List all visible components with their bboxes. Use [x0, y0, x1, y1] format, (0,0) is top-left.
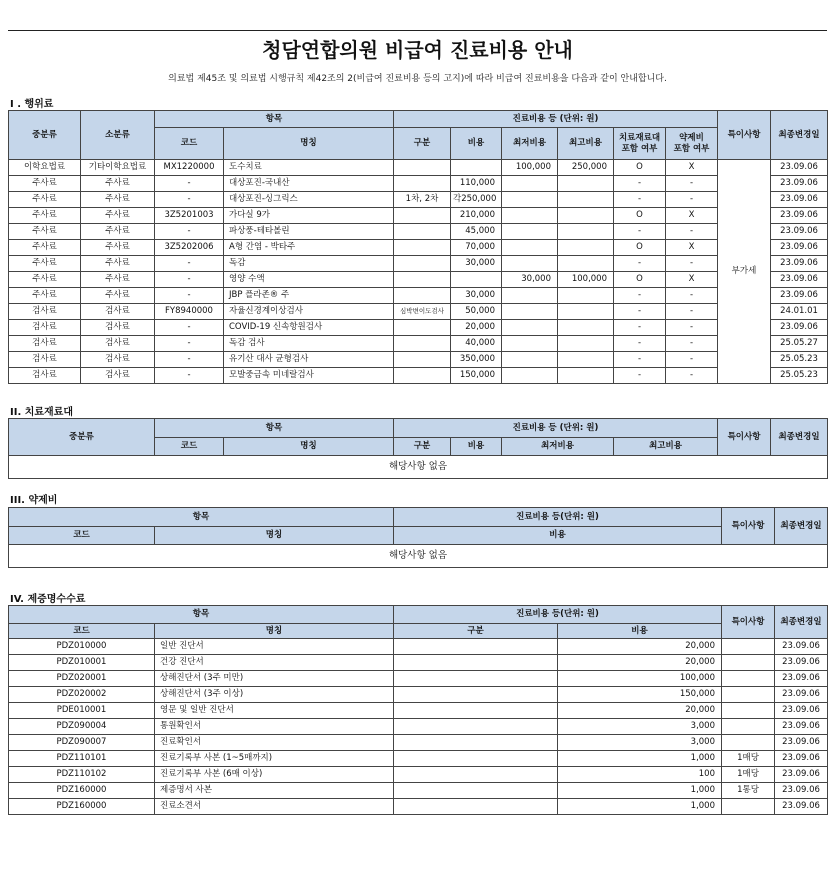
- cell-min-cost: [502, 320, 558, 336]
- cell-kind: [394, 671, 558, 687]
- cell-name: 영양 수액: [224, 272, 394, 288]
- table-row: [9, 272, 828, 288]
- cell-drug-included: -: [666, 352, 718, 368]
- table-row: [9, 208, 828, 224]
- cell-last-changed: 23.09.06: [771, 208, 828, 224]
- col-cost: 비용: [451, 128, 502, 160]
- table-row: [9, 352, 828, 368]
- cell-code: PDZ010000: [9, 639, 155, 655]
- cell-special-note: 부가세: [718, 160, 771, 384]
- col-code: 코드: [9, 624, 155, 639]
- cell-last-changed: 23.09.06: [771, 224, 828, 240]
- cell-minor: 주사료: [81, 192, 155, 208]
- cell-material-included: -: [614, 176, 666, 192]
- col-major: 중분류: [9, 419, 155, 456]
- cell-cost: 1,000: [558, 799, 722, 815]
- cell-last-changed: 23.09.06: [775, 735, 828, 751]
- col-last-changed: 최종변경일: [775, 508, 828, 545]
- table-row: [9, 687, 828, 703]
- cell-name: 진료확인서: [155, 735, 394, 751]
- cell-cost: 30,000: [451, 288, 502, 304]
- cell-drug-included: X: [666, 160, 718, 176]
- cell-drug-included: -: [666, 368, 718, 384]
- col-last-changed: 최종변경일: [775, 606, 828, 639]
- cell-name: 영문 및 일반 진단서: [155, 703, 394, 719]
- cell-special: [722, 719, 775, 735]
- cell-min-cost: [502, 192, 558, 208]
- col-cost: 비용: [451, 438, 502, 456]
- no-data-notice: 해당사항 없음: [9, 456, 828, 479]
- cell-drug-included: -: [666, 224, 718, 240]
- col-cost: 비용: [558, 624, 722, 639]
- col-kind: 구분: [394, 128, 451, 160]
- cell-major: 주사료: [9, 256, 81, 272]
- col-item: 항목: [9, 606, 394, 624]
- table-row: [9, 224, 828, 240]
- cell-code: PDE010001: [9, 703, 155, 719]
- cell-min-cost: 100,000: [502, 160, 558, 176]
- cell-cost: 20,000: [451, 320, 502, 336]
- cell-minor: 검사료: [81, 336, 155, 352]
- cell-min-cost: [502, 224, 558, 240]
- col-code: 코드: [155, 128, 224, 160]
- cell-name: 건강 진단서: [155, 655, 394, 671]
- table-row: [9, 288, 828, 304]
- page-title: 청담연합의원 비급여 진료비용 안내: [262, 38, 573, 62]
- col-cost: 비용: [394, 527, 722, 545]
- cell-code: PDZ110102: [9, 767, 155, 783]
- cell-name: 통원확인서: [155, 719, 394, 735]
- table-row: [9, 176, 828, 192]
- cell-drug-included: -: [666, 320, 718, 336]
- cell-kind: [394, 240, 451, 256]
- cell-kind: 심박변이도검사: [394, 304, 451, 320]
- cell-code: -: [155, 288, 224, 304]
- cell-code: -: [155, 320, 224, 336]
- certificate-fees-table: [8, 605, 828, 815]
- cell-cost: 150,000: [451, 368, 502, 384]
- col-item: 항목: [155, 419, 394, 438]
- cell-kind: [394, 288, 451, 304]
- cell-last-changed: 23.09.06: [771, 160, 828, 176]
- cell-major: 주사료: [9, 272, 81, 288]
- table-row: [9, 320, 828, 336]
- table-row: [9, 256, 828, 272]
- cell-cost: 70,000: [451, 240, 502, 256]
- cell-special: [722, 799, 775, 815]
- col-special: 특이사항: [722, 508, 775, 545]
- col-name: 명칭: [155, 624, 394, 639]
- cell-kind: [394, 320, 451, 336]
- cell-drug-included: -: [666, 192, 718, 208]
- cell-last-changed: 24.01.01: [771, 304, 828, 320]
- cell-special: [722, 703, 775, 719]
- cell-cost: 1,000: [558, 751, 722, 767]
- cell-cost: 100,000: [558, 671, 722, 687]
- cell-name: 상해진단서 (3주 미만): [155, 671, 394, 687]
- cell-kind: [394, 767, 558, 783]
- cell-material-included: -: [614, 336, 666, 352]
- cell-drug-included: X: [666, 272, 718, 288]
- col-item: 항목: [9, 508, 394, 527]
- cell-cost: [451, 272, 502, 288]
- cell-drug-included: -: [666, 336, 718, 352]
- cell-material-included: -: [614, 352, 666, 368]
- cell-min-cost: [502, 256, 558, 272]
- section-title-certificate-fees: IV. 제증명수수료: [10, 594, 86, 605]
- table-row: [9, 160, 828, 176]
- col-drug-included: 약제비 포함 여부: [666, 128, 718, 160]
- cell-code: -: [155, 336, 224, 352]
- cell-max-cost: [558, 240, 614, 256]
- cell-major: 주사료: [9, 224, 81, 240]
- col-code: 코드: [155, 438, 224, 456]
- col-name: 명칭: [224, 438, 394, 456]
- cell-kind: [394, 719, 558, 735]
- cell-kind: [394, 687, 558, 703]
- cell-name: 대상포진-국내산: [224, 176, 394, 192]
- cell-kind: [394, 368, 451, 384]
- cell-drug-included: X: [666, 240, 718, 256]
- cell-max-cost: [558, 320, 614, 336]
- cell-name: 파상풍-테타볼린: [224, 224, 394, 240]
- cell-minor: 주사료: [81, 272, 155, 288]
- cell-special: [722, 655, 775, 671]
- cell-major: 검사료: [9, 336, 81, 352]
- cell-cost: 150,000: [558, 687, 722, 703]
- col-cost-group: 진료비용 등(단위: 원): [394, 606, 722, 624]
- col-special: 특이사항: [722, 606, 775, 639]
- col-name: 명칭: [155, 527, 394, 545]
- cell-code: -: [155, 224, 224, 240]
- cell-special: 1통당: [722, 783, 775, 799]
- cell-last-changed: 23.09.06: [775, 767, 828, 783]
- col-kind: 구분: [394, 438, 451, 456]
- cell-name: 독감 검사: [224, 336, 394, 352]
- cell-name: COVID-19 신속항원검사: [224, 320, 394, 336]
- cell-cost: 210,000: [451, 208, 502, 224]
- cell-last-changed: 23.09.06: [775, 751, 828, 767]
- section-title-materials: II. 치료재료대: [10, 407, 74, 418]
- cell-max-cost: [558, 176, 614, 192]
- table-row: [9, 671, 828, 687]
- table-row: [9, 336, 828, 352]
- cell-cost: [451, 160, 502, 176]
- table-row: [9, 735, 828, 751]
- cell-special: 1매당: [722, 751, 775, 767]
- col-min-cost: 최저비용: [502, 438, 614, 456]
- cell-special: 1매당: [722, 767, 775, 783]
- col-last-changed: 최종변경일: [771, 111, 828, 160]
- cell-max-cost: 250,000: [558, 160, 614, 176]
- section-title-procedure-fees: I . 행위료: [10, 99, 54, 110]
- cell-kind: [394, 783, 558, 799]
- cell-last-changed: 23.09.06: [771, 256, 828, 272]
- cell-code: -: [155, 352, 224, 368]
- cell-kind: [394, 272, 451, 288]
- cell-minor: 주사료: [81, 176, 155, 192]
- cell-kind: [394, 639, 558, 655]
- cell-major: 검사료: [9, 352, 81, 368]
- cell-name: 진료소견서: [155, 799, 394, 815]
- col-major: 중분류: [9, 111, 81, 160]
- cell-max-cost: [558, 256, 614, 272]
- cell-last-changed: 25.05.23: [771, 368, 828, 384]
- page-subtitle: 의료법 제45조 및 의료법 시행규칙 제42조의 2(비급여 진료비용 등의 고지)에 따라 비급여 진료비용을 다음과 같이 안내합니다.: [168, 74, 667, 84]
- cell-name: 가다실 9가: [224, 208, 394, 224]
- cell-kind: [394, 160, 451, 176]
- table-row: [9, 639, 828, 655]
- cell-last-changed: 23.09.06: [771, 320, 828, 336]
- col-max-cost: 최고비용: [614, 438, 718, 456]
- cell-major: 주사료: [9, 192, 81, 208]
- cell-last-changed: 23.09.06: [771, 288, 828, 304]
- cell-name: 독감: [224, 256, 394, 272]
- cell-code: PDZ090004: [9, 719, 155, 735]
- section-title-drugs: III. 약제비: [10, 495, 58, 506]
- cell-special: [722, 735, 775, 751]
- table-row: [9, 368, 828, 384]
- cell-cost: 100: [558, 767, 722, 783]
- cell-last-changed: 23.09.06: [775, 671, 828, 687]
- col-minor: 소분류: [81, 111, 155, 160]
- cell-min-cost: 30,000: [502, 272, 558, 288]
- col-name: 명칭: [224, 128, 394, 160]
- cell-major: 검사료: [9, 304, 81, 320]
- cell-max-cost: [558, 304, 614, 320]
- cell-code: PDZ020001: [9, 671, 155, 687]
- cell-material-included: -: [614, 224, 666, 240]
- col-special: 특이사항: [718, 111, 771, 160]
- cell-last-changed: 23.09.06: [775, 687, 828, 703]
- cell-minor: 주사료: [81, 208, 155, 224]
- cell-kind: 1차, 2차: [394, 192, 451, 208]
- col-material-included: 치료재료대 포함 여부: [614, 128, 666, 160]
- cell-special: [722, 639, 775, 655]
- col-cost-group: 진료비용 등 (단위: 원): [394, 419, 718, 438]
- cell-cost: 30,000: [451, 256, 502, 272]
- cell-last-changed: 23.09.06: [771, 176, 828, 192]
- col-item: 항목: [155, 111, 394, 128]
- procedure-fees-table: [8, 110, 828, 384]
- cell-last-changed: 23.09.06: [775, 799, 828, 815]
- col-code: 코드: [9, 527, 155, 545]
- materials-table: [8, 418, 828, 479]
- cell-kind: [394, 735, 558, 751]
- table-row: [9, 703, 828, 719]
- cell-min-cost: [502, 336, 558, 352]
- table-row: [9, 655, 828, 671]
- cell-kind: [394, 224, 451, 240]
- cell-cost: 각250,000: [451, 192, 502, 208]
- cell-name: 모발중금속 미네랄검사: [224, 368, 394, 384]
- top-divider: [8, 30, 827, 31]
- cell-special: [722, 687, 775, 703]
- cell-last-changed: 23.09.06: [775, 703, 828, 719]
- cell-cost: 110,000: [451, 176, 502, 192]
- cell-last-changed: 23.09.06: [771, 192, 828, 208]
- cell-cost: 20,000: [558, 655, 722, 671]
- cell-min-cost: [502, 288, 558, 304]
- cell-last-changed: 23.09.06: [775, 783, 828, 799]
- cell-minor: 기타이학요법료: [81, 160, 155, 176]
- cell-min-cost: [502, 368, 558, 384]
- cell-special: [722, 671, 775, 687]
- cell-code: -: [155, 176, 224, 192]
- cell-name: A형 간염 - 박타주: [224, 240, 394, 256]
- cell-code: PDZ110101: [9, 751, 155, 767]
- cell-code: PDZ020002: [9, 687, 155, 703]
- cell-name: 진료기록부 사본 (6매 이상): [155, 767, 394, 783]
- cell-drug-included: -: [666, 304, 718, 320]
- cell-max-cost: [558, 368, 614, 384]
- cell-last-changed: 23.09.06: [775, 719, 828, 735]
- cell-material-included: -: [614, 192, 666, 208]
- cell-code: MX1220000: [155, 160, 224, 176]
- cell-drug-included: X: [666, 208, 718, 224]
- cell-major: 검사료: [9, 320, 81, 336]
- cell-code: PDZ010001: [9, 655, 155, 671]
- cell-kind: [394, 208, 451, 224]
- cell-cost: 20,000: [558, 703, 722, 719]
- cell-cost: 40,000: [451, 336, 502, 352]
- cell-cost: 20,000: [558, 639, 722, 655]
- cell-cost: 45,000: [451, 224, 502, 240]
- cell-kind: [394, 176, 451, 192]
- table-row: [9, 240, 828, 256]
- drugs-table: [8, 507, 828, 568]
- cell-kind: [394, 703, 558, 719]
- cell-last-changed: 23.09.06: [775, 655, 828, 671]
- cell-last-changed: 23.09.06: [771, 272, 828, 288]
- cell-major: 주사료: [9, 288, 81, 304]
- cell-max-cost: [558, 336, 614, 352]
- cell-name: 제증명서 사본: [155, 783, 394, 799]
- cell-material-included: -: [614, 256, 666, 272]
- cell-last-changed: 23.09.06: [775, 639, 828, 655]
- cell-min-cost: [502, 208, 558, 224]
- col-kind: 구분: [394, 624, 558, 639]
- cell-minor: 주사료: [81, 256, 155, 272]
- cell-material-included: -: [614, 304, 666, 320]
- cell-material-included: -: [614, 368, 666, 384]
- table-row: [9, 192, 828, 208]
- cell-major: 주사료: [9, 208, 81, 224]
- cell-last-changed: 25.05.23: [771, 352, 828, 368]
- cell-max-cost: [558, 208, 614, 224]
- cell-name: 진료기록부 사본 (1~5매까지): [155, 751, 394, 767]
- cell-name: 상해진단서 (3주 이상): [155, 687, 394, 703]
- cell-minor: 주사료: [81, 288, 155, 304]
- cell-code: 3Z5201003: [155, 208, 224, 224]
- cell-code: -: [155, 272, 224, 288]
- table-row: [9, 767, 828, 783]
- col-max-cost: 최고비용: [558, 128, 614, 160]
- cell-name: 유기산 대사 균형검사: [224, 352, 394, 368]
- table-row: [9, 719, 828, 735]
- cell-cost: 3,000: [558, 719, 722, 735]
- cell-max-cost: 100,000: [558, 272, 614, 288]
- cell-code: PDZ090007: [9, 735, 155, 751]
- cell-code: -: [155, 368, 224, 384]
- cell-name: 자율신경계이상검사: [224, 304, 394, 320]
- cell-minor: 검사료: [81, 368, 155, 384]
- cell-max-cost: [558, 288, 614, 304]
- cell-material-included: O: [614, 240, 666, 256]
- cell-cost: 50,000: [451, 304, 502, 320]
- cell-minor: 주사료: [81, 240, 155, 256]
- cell-last-changed: 23.09.06: [771, 240, 828, 256]
- cell-major: 이학요법료: [9, 160, 81, 176]
- cell-material-included: -: [614, 288, 666, 304]
- cell-material-included: O: [614, 208, 666, 224]
- table-row: [9, 304, 828, 320]
- cell-min-cost: [502, 240, 558, 256]
- cell-minor: 주사료: [81, 224, 155, 240]
- cell-minor: 검사료: [81, 304, 155, 320]
- cell-cost: 1,000: [558, 783, 722, 799]
- cell-drug-included: -: [666, 288, 718, 304]
- cell-max-cost: [558, 352, 614, 368]
- cell-min-cost: [502, 304, 558, 320]
- no-data-notice: 해당사항 없음: [9, 545, 828, 568]
- cell-min-cost: [502, 352, 558, 368]
- cell-drug-included: -: [666, 176, 718, 192]
- cell-kind: [394, 799, 558, 815]
- cell-major: 주사료: [9, 176, 81, 192]
- cell-name: 도수치료: [224, 160, 394, 176]
- cell-max-cost: [558, 192, 614, 208]
- col-cost-group: 진료비용 등(단위: 원): [394, 508, 722, 527]
- cell-code: -: [155, 256, 224, 272]
- col-min-cost: 최저비용: [502, 128, 558, 160]
- cell-minor: 검사료: [81, 352, 155, 368]
- table-row: [9, 783, 828, 799]
- cell-code: 3Z5202006: [155, 240, 224, 256]
- cell-minor: 검사료: [81, 320, 155, 336]
- cell-material-included: O: [614, 272, 666, 288]
- col-special: 특이사항: [718, 419, 771, 456]
- cell-major: 검사료: [9, 368, 81, 384]
- cell-drug-included: -: [666, 256, 718, 272]
- cell-cost: 350,000: [451, 352, 502, 368]
- cell-kind: [394, 751, 558, 767]
- cell-kind: [394, 256, 451, 272]
- cell-last-changed: 25.05.27: [771, 336, 828, 352]
- cell-major: 주사료: [9, 240, 81, 256]
- table-row: [9, 799, 828, 815]
- cell-kind: [394, 336, 451, 352]
- table-row: [9, 751, 828, 767]
- cell-code: PDZ160000: [9, 783, 155, 799]
- cell-code: PDZ160000: [9, 799, 155, 815]
- cell-code: FY8940000: [155, 304, 224, 320]
- cell-name: 대상포진-싱그릭스: [224, 192, 394, 208]
- col-cost-group: 진료비용 등 (단위: 원): [394, 111, 718, 128]
- col-last-changed: 최종변경일: [771, 419, 828, 456]
- cell-min-cost: [502, 176, 558, 192]
- cell-material-included: O: [614, 160, 666, 176]
- cell-kind: [394, 352, 451, 368]
- cell-name: JBP 플라존® 주: [224, 288, 394, 304]
- cell-code: -: [155, 192, 224, 208]
- cell-kind: [394, 655, 558, 671]
- cell-name: 일반 진단서: [155, 639, 394, 655]
- cell-material-included: -: [614, 320, 666, 336]
- cell-max-cost: [558, 224, 614, 240]
- cell-cost: 3,000: [558, 735, 722, 751]
